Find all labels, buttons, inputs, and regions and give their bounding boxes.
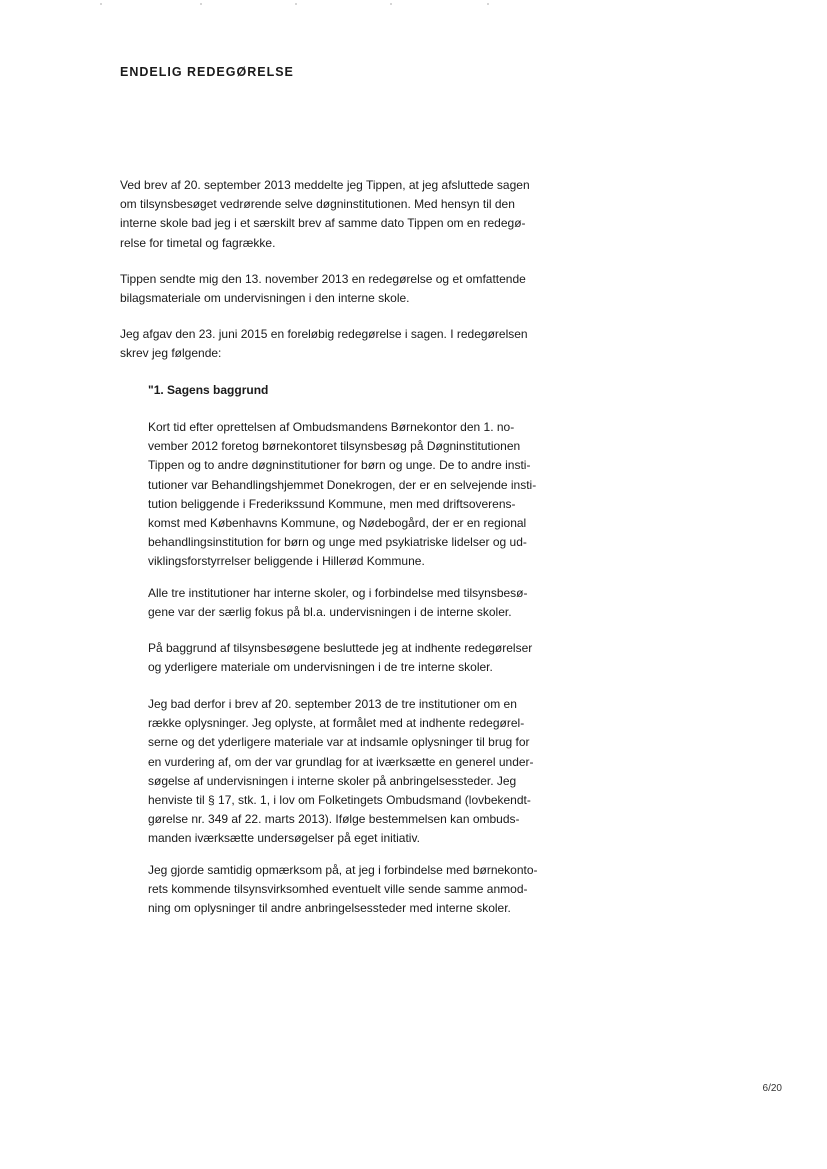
text-line: bilagsmateriale om undervisningen i den interne skole.: [120, 291, 410, 306]
text-line: Jeg afgav den 23. juni 2015 en foreløbig redegørelse i sagen. I redegørelsen: [120, 327, 528, 341]
text-line: række oplysninger. Jeg oplyste, at formålet med at indhente redegørel-: [148, 716, 525, 731]
text-line: manden iværksætte undersøgelser på eget initiativ.: [148, 831, 420, 846]
text-line: henviste til § 17, stk. 1, i lov om Folketingets Ombudsmand (lovbekendt-: [148, 793, 531, 808]
text-line: Tippen og to andre døgninstitutioner for børn og unge. De to andre insti-: [148, 458, 531, 473]
text-line: skrev jeg følgende:: [120, 346, 222, 361]
scan-artifacts: [0, 0, 827, 8]
quote-paragraph: [148, 584, 588, 622]
text-line: og yderligere materiale om undervisningen i de tre interne skoler.: [148, 660, 493, 675]
text-line: en vurdering af, om der var grundlag for at iværksætte en generel under-: [148, 754, 534, 769]
text-line: tutioner var Behandlingshjemmet Donekrogen, der er en selvejende insti-: [148, 477, 537, 492]
text-line: gene var der særlig fokus på bl.a. undervisningen i de interne skoler.: [148, 605, 512, 620]
text-line: relse for timetal og fagrække.: [120, 235, 276, 250]
scan-dot: [487, 3, 489, 5]
text-line: interne skole bad jeg i et særskilt brev af samme dato Tippen om en redegø-: [120, 216, 526, 231]
text-line: tution beliggende i Frederikssund Kommune, men med driftsoverens-: [148, 496, 516, 511]
text-line: rets kommende tilsynsvirksomhed eventuelt ville sende samme anmod-: [148, 882, 528, 897]
text-line: Ved brev af 20. september 2013 meddelte jeg Tippen, at jeg afsluttede sagen: [120, 178, 530, 192]
quote-paragraph: [148, 861, 588, 919]
quote-paragraph: [148, 639, 588, 677]
scan-dot: [295, 3, 297, 5]
text-line: serne og det yderligere materiale var at indsamle oplysninger til brug for: [148, 735, 530, 750]
quote-paragraph: [148, 418, 588, 572]
text-line: komst med Københavns Kommune, og Nødebogård, der er en regional: [148, 516, 527, 531]
text-line: Alle tre institutioner har interne skoler, og i forbindelse med tilsynsbesø-: [148, 586, 528, 600]
quote-paragraph: [148, 695, 588, 849]
text-line: Tippen sendte mig den 13. november 2013 en redegørelse og et omfattende: [120, 272, 526, 286]
intro-paragraph: [120, 176, 590, 253]
document-heading: ENDELIG REDEGØRELSE: [120, 65, 294, 79]
intro-paragraph: [120, 270, 590, 308]
intro-paragraph: [120, 325, 590, 363]
text-line: vember 2012 foretog børnekontoret tilsynsbesøg på Døgninstitutionen: [148, 439, 521, 454]
text-line: søgelse af undervisningen i interne skoler på anbringelsessteder. Jeg: [148, 773, 517, 788]
text-line: behandlingsinstitution for børn og unge med psykiatriske lidelser og ud-: [148, 535, 527, 550]
text-line: ning om oplysninger til andre anbringelsessteder med interne skoler.: [148, 901, 511, 916]
text-line: Kort tid efter oprettelsen af Ombudsmandens Børnekontor den 1. no-: [148, 420, 515, 434]
text-line: om tilsynsbesøget vedrørende selve døgninstitutionen. Med hensyn til den: [120, 197, 515, 212]
quote-section-heading: "1. Sagens baggrund: [148, 383, 269, 397]
scan-dot: [390, 3, 392, 5]
text-line: Jeg gjorde samtidig opmærksom på, at jeg i forbindelse med børnekonto-: [148, 863, 538, 877]
text-line: viklingsforstyrrelser beliggende i Hillerød Kommune.: [148, 554, 425, 569]
scan-dot: [100, 3, 102, 5]
page-number: 6/20: [762, 1083, 782, 1094]
scan-dot: [200, 3, 202, 5]
text-line: Jeg bad derfor i brev af 20. september 2013 de tre institutioner om en: [148, 697, 517, 711]
text-line: På baggrund af tilsynsbesøgene besluttede jeg at indhente redegørelser: [148, 641, 533, 655]
text-line: gørelse nr. 349 af 22. marts 2013). Ifølge bestemmelsen kan ombuds-: [148, 812, 520, 827]
